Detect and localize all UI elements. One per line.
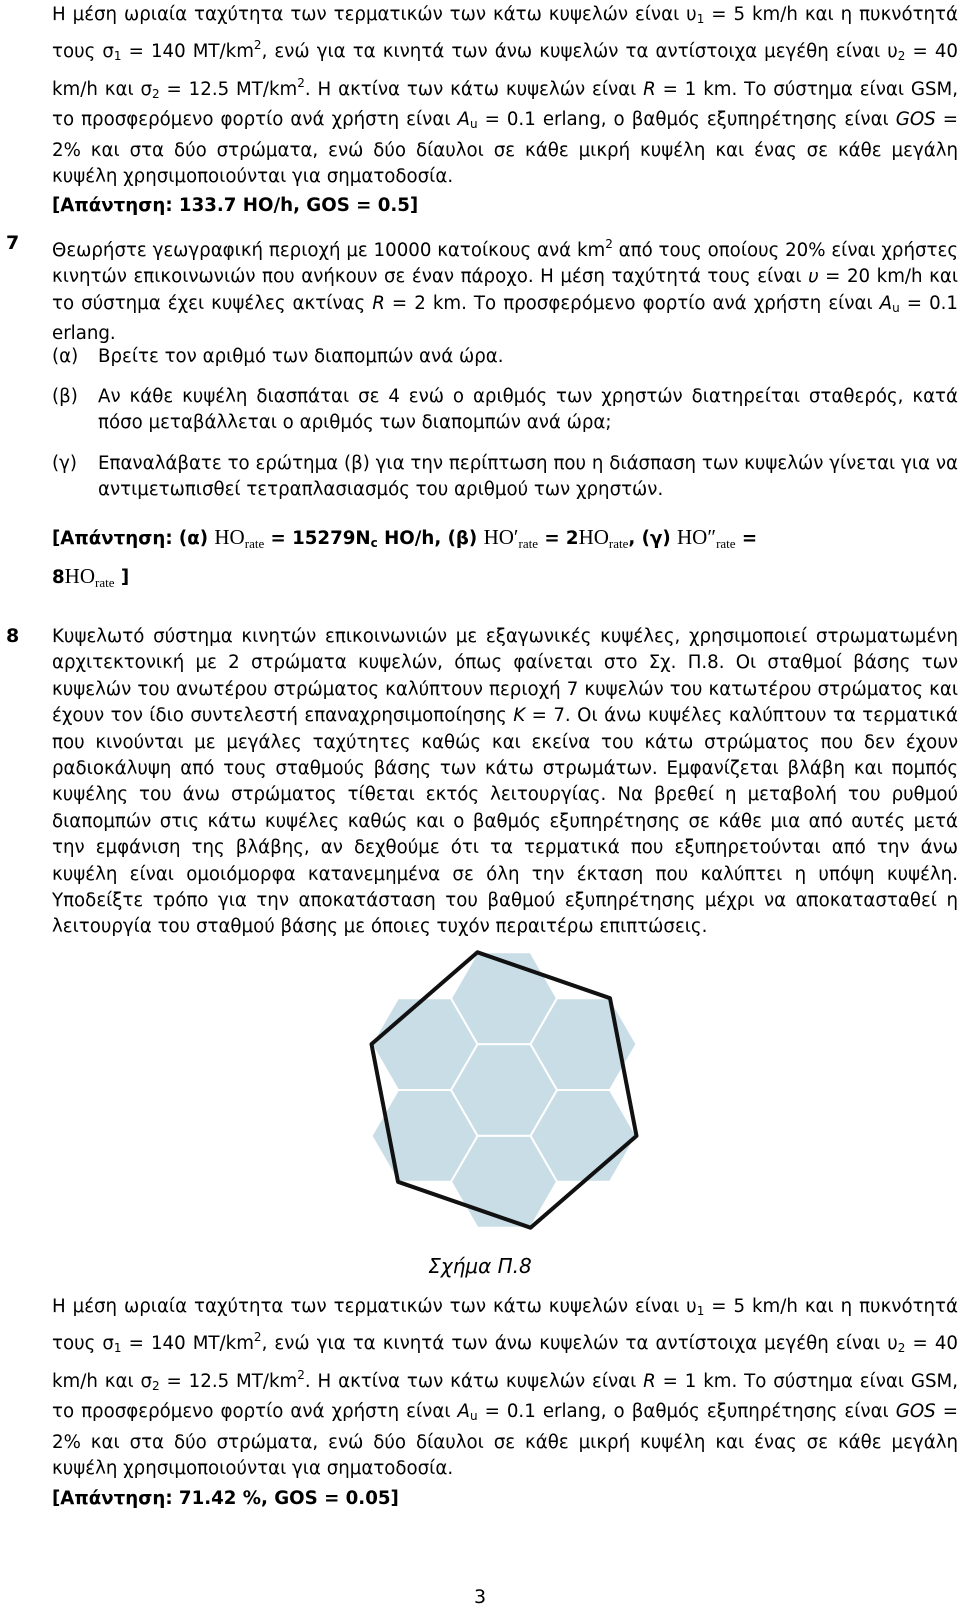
item-text: Βρείτε τον αριθμό των διαπομπών ανά ώρα. <box>98 346 504 367</box>
top-answer: [Απάντηση: 133.7 HO/h, GOS = 0.5] <box>52 195 419 216</box>
item-label: (β) <box>52 386 78 407</box>
problem-8-number: 8 <box>6 625 20 647</box>
bottom-answer: [Απάντηση: 71.42 %, GOS = 0.05] <box>52 1488 399 1509</box>
problem-7-text: Θεωρήστε γεωγραφική περιοχή με 10000 κατοίκους ανά $km^2$ από τους οποίους 20% είναι χρήστες κινητών επικοινωνιών που ανήκουν σε έναν πάροχο. Η μέση ταχύτητά τους είναι υ = 20 km/h και το σύστημα έχει κυψέλες ακτίνας R = 2 km. Το προσφερόμενο φορτίο ανά χρήστη είναι $A_u = 0.1$ erlang. <box>52 237 958 345</box>
problem-8-text: Κυψελωτό σύστημα κινητών επικοινωνιών με εξαγωνικές κυψέλες, χρησιμοποιεί στρωματωμένη αρχιτεκτονική με 2 στρώματα κυψελών, όπως φαίνεται στο Σχ. Π.8. Οι σταθμοί βάσης των κυψελών του ανωτέρου στρώματος καλύπτουν περιοχή 7 κυψελών του κατωτέρου στρώματος και έχουν τον ίδιο συντελεστή επαναχρησιμοποίησης K = 7. Οι άνω κυψέλες καλύπτουν τα τερματικά που κινούνται με μεγάλες ταχύτητες καθώς και εκείνα του κάτω στρώματος που δεν έχουν ραδιοκάλυψη από τους σταθμούς βάσης των κάτω στρωμάτων. Εμφανίζεται βλάβη και πομπός κυψέλης του άνω στρώματος τίθεται εκτός λειτουργίας. Να βρεθεί η μεταβολή του ρυθμού διαπομπών στις κάτω κυψέλες καθώς και ο βαθμός εξυπηρέτησης σε κάθε μια από αυτές μετά την εμφάνιση της βλάβης, αν δεχθούμε ότι τα τερματικά που εξυπηρετούνται από την άνω κυψέλη είναι ομοιόμορφα κατανεμημένα σε όλη την έκταση που καλύπτει η υπόψη κυψέλη. Υποδείξτε τρόπο για την αποκατάσταση του βαθμού εξυπηρέτησης μέχρι να αποκατασταθεί η λειτουργία του σταθμού βάσης με όποιες τυχόν περαιτέρω επιπτώσεις. <box>52 626 958 938</box>
top-paragraph: Η μέση ωριαία ταχύτητα των τερματικών των κάτω κυψελών είναι $\upsilon_1 = 5$ km/h και η πυκνότητά τους $\sigma_1 = 140$ $MT/km^2$, ενώ για τα κινητά των άνω κυψελών τα αντίστοιχα μεγέθη είναι $\upsilon_2 = 40$ km/h και $\sigma_2 = 12.5$ $MT/km^2$. Η ακτίνα των κάτω κυψελών είναι R = 1 km. Το σύστημα είναι GSM, το προσφερόμενο φορτίο ανά χρήστη είναι $A_u = 0.1$ erlang, ο βαθμός εξυπηρέτησης είναι GOS = 2% και στα δύο στρώματα, ενώ δύο δίαυλοι σε κάθε μικρή κυψέλη και ένας σε κάθε μεγάλη κυψέλη χρησιμοποιούνται για σηματοδοσία. <box>52 4 959 188</box>
item-label: (γ) <box>52 453 77 474</box>
item-text: Επαναλάβατε το ερώτημα (β) για την περίπτωση που η διάσπαση των κυψελών γίνεται για να αντιμετωπισθεί τετραπλασιασμός του αριθμού των χρηστών. <box>98 453 958 501</box>
item-label: (α) <box>52 346 79 367</box>
bottom-paragraph: Η μέση ωριαία ταχύτητα των τερματικών των κάτω κυψελών είναι $\upsilon_1 = 5$ km/h και η πυκνότητά τους $\sigma_1 = 140$ $MT/km^2$, ενώ για τα κινητά των άνω κυψελών τα αντίστοιχα μεγέθη είναι $\upsilon_2 = 40$ km/h και $\sigma_2 = 12.5$ $MT/km^2$. Η ακτίνα των κάτω κυψελών είναι R = 1 km. Το σύστημα είναι GSM, το προσφερόμενο φορτίο ανά χρήστη είναι $A_u = 0.1$ erlang, ο βαθμός εξυπηρέτησης είναι GOS = 2% και στα δύο στρώματα, ενώ δύο δίαυλοι σε κάθε μικρή κυψέλη και ένας σε κάθε μεγάλη κυψέλη χρησιμοποιούνται για σηματοδοσία. <box>52 1296 959 1480</box>
page-number: 3 <box>473 1586 487 1608</box>
figure-caption: Σχήμα Π.8 <box>428 1254 532 1278</box>
problem-7-number: 7 <box>6 232 20 254</box>
item-text: Αν κάθε κυψέλη διασπάται σε 4 ενώ ο αριθμός των χρηστών διατηρείται σταθερός, κατά πόσο μεταβάλλεται ο αριθμός των διαπομπών ανά ώρα; <box>98 386 958 434</box>
problem-7-answer: [Απάντηση: (α) $HO_{rate} = 15279N_c$ HO/h, (β) $HO'_{rate} = 2HO_{rate}$, (γ) $HO''_{rate}$ = $8HO_{rate}$ ] <box>52 525 758 590</box>
